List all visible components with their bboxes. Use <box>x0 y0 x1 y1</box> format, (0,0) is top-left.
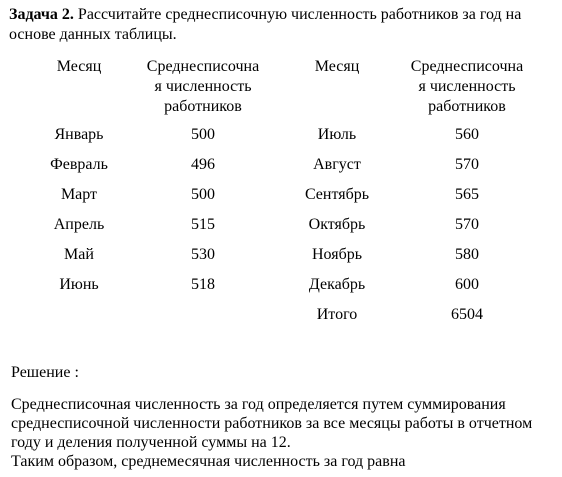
table-cell-month: Июль <box>317 126 357 143</box>
table-cell-month: Сентябрь <box>304 186 370 203</box>
table-cell-month: Декабрь <box>308 276 366 293</box>
table-cell-value: 580 <box>455 246 479 263</box>
table-cell-month: Ноябрь <box>311 246 363 263</box>
table-cell-value: 518 <box>191 276 215 293</box>
table-total-value: 6504 <box>451 306 483 323</box>
table-cell-value: 570 <box>455 216 479 233</box>
table-cell-month: Февраль <box>50 156 108 173</box>
task-statement <box>9 5 549 45</box>
table-cell-value: 496 <box>191 156 215 173</box>
header-month-left: Месяц <box>56 58 102 75</box>
solution-paragraph: Таким образом, среднемесячная численность за год равна <box>11 453 406 470</box>
header-count-left: Среднесписочна я численность работников <box>146 58 260 115</box>
table-cell-month: Июнь <box>59 276 99 293</box>
table-cell-month: Март <box>60 186 98 203</box>
header-count-right: Среднесписочна я численность работников <box>410 58 524 115</box>
table-cell-value: 565 <box>455 186 479 203</box>
table-cell-value: 500 <box>191 186 215 203</box>
table-total-label: Итого <box>316 306 358 323</box>
table-cell-value: 600 <box>455 276 479 293</box>
table-cell-month: Август <box>313 156 361 173</box>
table-cell-value: 560 <box>455 126 479 143</box>
table-cell-month: Январь <box>54 126 104 143</box>
task-text: Рассчитайте среднесписочную численность работников за год на основе данных таблицы. <box>9 6 522 43</box>
table-cell-month: Май <box>64 246 94 263</box>
header-month-right: Месяц <box>314 58 360 75</box>
table-cell-value: 500 <box>191 126 215 143</box>
table-cell-month: Октябрь <box>308 216 366 233</box>
table-cell-value: 570 <box>455 156 479 173</box>
table-cell-value: 530 <box>191 246 215 263</box>
solution-body <box>11 395 556 471</box>
table-cell-month: Апрель <box>53 216 105 233</box>
table-cell-value: 515 <box>191 216 215 233</box>
task-number-label: Задача 2. <box>9 6 74 23</box>
solution-paragraph: Среднесписочная численность за год определяется путем суммирования среднесписочной численности работников за все месяцы работы в отчетном году и деления полученной суммы на 12. <box>11 396 533 451</box>
solution-label: Решение : <box>11 364 79 381</box>
